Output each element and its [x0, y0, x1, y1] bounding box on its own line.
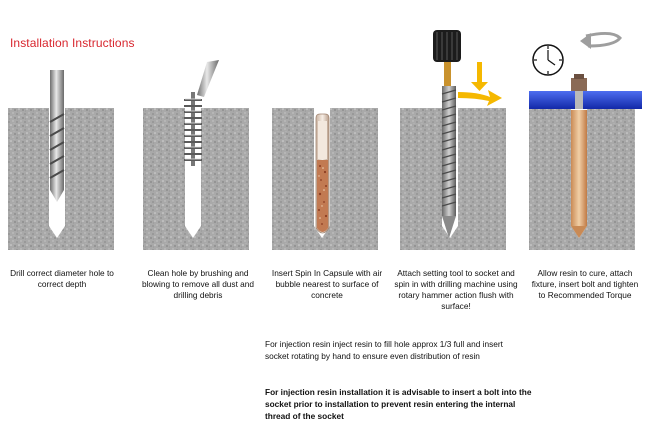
cured-resin: [571, 110, 587, 226]
resin-capsule-icon: [316, 114, 329, 233]
curved-arrow-icon: [580, 33, 620, 49]
step-1-caption: Drill correct diameter hole to correct depth: [10, 268, 114, 289]
step-3-illustration: [272, 108, 378, 250]
fixture-plate: [529, 91, 642, 109]
clock-icon: [533, 45, 563, 75]
step-5-illustration: [529, 33, 642, 250]
injection-resin-note: For injection resin inject resin to fill hole approx 1/3 full and insert socket rotating by hand to ensure even distribution of resin: [265, 339, 503, 361]
step-4-caption: Attach setting tool to socket and spin in with drilling machine using rotary hammer action flush with surface!: [394, 268, 518, 311]
step-3-caption: Insert Spin In Capsule with air bubble nearest to surface of concrete: [271, 268, 383, 300]
step-2-caption: Clean hole by brushing and blowing to remove all dust and drilling debris: [141, 268, 255, 300]
drill-bit-icon: [50, 70, 64, 202]
step-1-illustration: [8, 70, 114, 250]
bolt-advisory-note: For injection resin installation it is advisable to insert a bolt into the socket prior to installation to prevent resin entering the internal thread of the socket: [265, 387, 532, 421]
rotation-arrow-icon: [458, 62, 502, 106]
page-title: Installation Instructions: [10, 36, 135, 50]
step-5-caption: Allow resin to cure, attach fixture, insert bolt and tighten to Recommended Torque: [531, 268, 639, 300]
step-2-illustration: [143, 60, 249, 250]
step-4-illustration: [400, 30, 506, 250]
